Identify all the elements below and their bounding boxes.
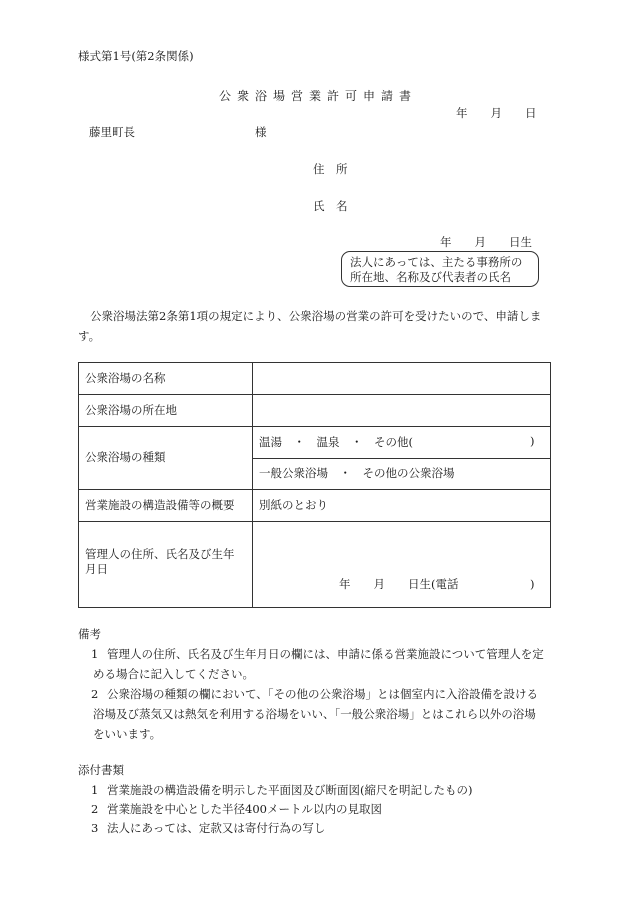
attachment-number: 2	[91, 802, 99, 816]
form-number: 様式第1号(第2条関係)	[78, 49, 194, 63]
type-option-cell[interactable]	[253, 427, 551, 459]
attachment-number: 3	[91, 821, 99, 835]
body-text-line: 公衆浴場法第2条第1項の規定により、公衆浴場の営業の許可を受けたいので、申請しま	[90, 309, 542, 323]
remarks-heading: 備考	[78, 627, 101, 641]
manager-date-text: 年 月 日生(電話	[339, 577, 459, 591]
remark-text-line: 浴場及び蒸気又は熱気を利用する浴場をいい、「一般公衆浴場」とはこれら以外の浴場	[93, 707, 536, 721]
remark-number: 1	[91, 647, 99, 661]
name-label: 氏 名	[313, 199, 348, 213]
date-line: 年 月 日	[456, 106, 537, 120]
type-option-close: )	[530, 434, 535, 448]
row-label: 公衆浴場の種類	[79, 427, 253, 490]
row-label: 営業施設の構造設備等の概要	[79, 490, 253, 522]
remark-text-line: める場合に記入してください。	[93, 667, 254, 681]
row-label: 公衆浴場の名称	[79, 363, 253, 395]
corporate-note-line: 所在地、名称及び代表者の氏名	[350, 270, 511, 284]
attachment-item: 法人にあっては、定款又は寄付行為の写し	[107, 821, 326, 835]
attachment-item: 営業施設の構造設備を明示した平面図及び断面図(縮尺を明記したもの)	[107, 783, 473, 797]
table-row	[79, 363, 551, 395]
manager-label-cell	[79, 522, 253, 608]
address-label: 住 所	[313, 162, 348, 176]
type-option-text: 温湯 ・ 温泉 ・ その他(	[259, 434, 413, 449]
table-row	[79, 395, 551, 427]
table-row	[79, 427, 551, 459]
page-title: 公衆浴場営業許可申請書	[219, 89, 418, 103]
name-value-cell[interactable]	[253, 363, 551, 395]
honorific: 様	[255, 125, 267, 139]
corporate-note-bracket	[341, 251, 539, 287]
type-option-cell[interactable]: 一般公衆浴場 ・ その他の公衆浴場	[253, 459, 551, 490]
table-row	[79, 490, 551, 522]
remark-text-line: 公衆浴場の種類の欄において、「その他の公衆浴場」とは個室内に入浴設備を設ける	[107, 687, 539, 701]
body-text-line: す。	[78, 329, 101, 343]
remark-number: 2	[91, 687, 99, 701]
addressee: 藤里町長	[89, 125, 135, 139]
row-label: 公衆浴場の所在地	[79, 395, 253, 427]
manager-close: )	[530, 577, 535, 591]
table-row	[79, 522, 551, 608]
birth-line: 年 月 日生	[440, 235, 532, 249]
structure-value: 別紙のとおり	[253, 490, 551, 522]
attachment-item: 営業施設を中心とした半径400メートル以内の見取図	[107, 802, 382, 816]
remark-text-line: 管理人の住所、氏名及び生年月日の欄には、申請に係る営業施設について管理人を定	[107, 647, 544, 661]
manager-value-cell[interactable]	[253, 522, 551, 608]
corporate-note-line: 法人にあっては、主たる事務所の	[350, 255, 523, 269]
application-table	[78, 362, 551, 608]
remark-text-line: をいいます。	[93, 727, 162, 741]
attachment-number: 1	[91, 783, 99, 797]
location-value-cell[interactable]	[253, 395, 551, 427]
row-label: 管理人の住所、氏名及び生年月日	[85, 547, 235, 576]
attachments-heading: 添付書類	[78, 763, 124, 777]
